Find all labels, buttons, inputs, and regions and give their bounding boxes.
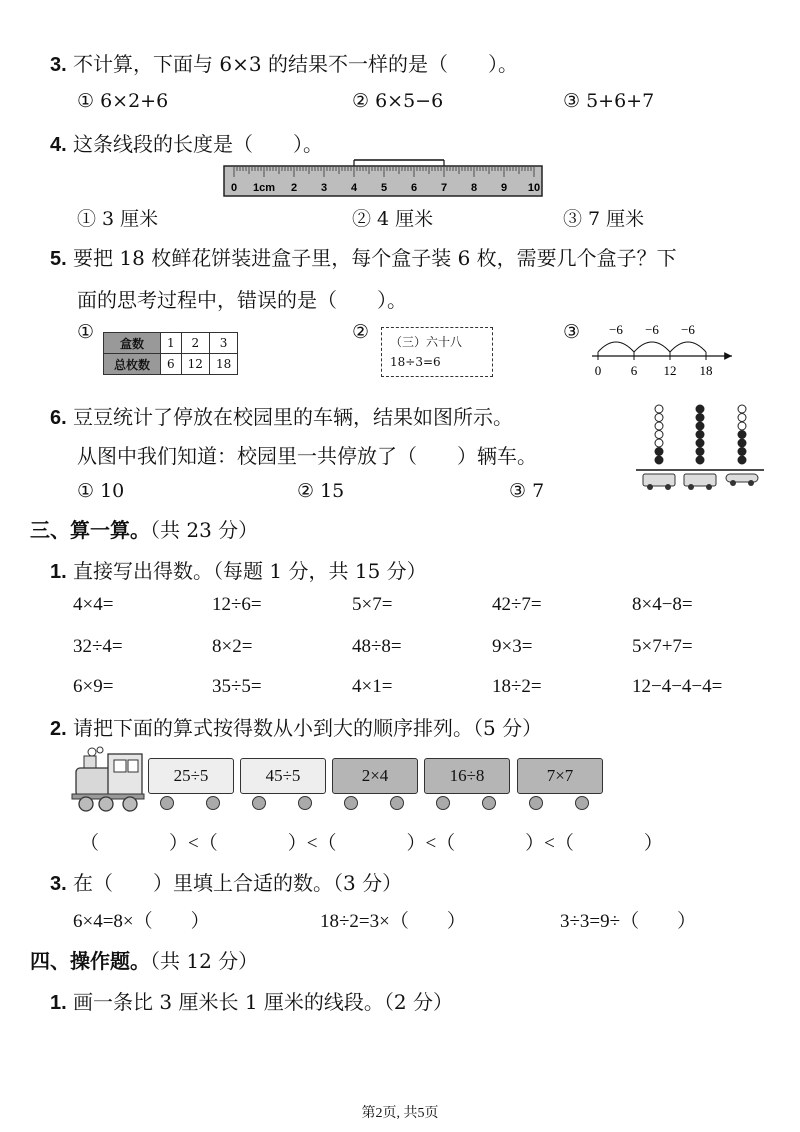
option-2-mark[interactable]: ② [352,321,370,343]
box-count-table [103,332,238,375]
filled-bead [696,405,704,413]
jump-arc [670,342,706,352]
hollow-bead [655,431,663,439]
calc-item[interactable]: 8×4−8= [632,594,693,615]
question-number: 3. [50,54,67,76]
filled-bead [738,448,746,456]
table-header: 总枚数 [104,354,161,375]
option-3[interactable]: ③ 5+6+7 [563,90,655,112]
option-3[interactable]: ③ 7 [509,480,545,502]
filled-bead [655,456,663,464]
ruler-label: 6 [410,182,418,194]
option-1-mark[interactable]: ① [77,321,95,343]
question-text-line1: 豆豆统计了停放在校园里的车辆，结果如图所示。 [73,405,514,429]
question-number: 1. [50,561,67,583]
train-car: 45÷5 [240,758,326,794]
calc-item[interactable]: 12−4−4−4= [632,676,723,697]
question-text: 直接写出得数。（每题 1 分，共 15 分） [73,559,427,583]
option-2[interactable]: ② 15 [297,480,345,502]
question-number: 6. [50,407,67,429]
hollow-bead [738,414,746,422]
table-header: 盒数 [104,333,161,354]
calc-item[interactable]: 18÷2= [492,676,542,697]
ruler-label: 5 [380,182,388,194]
number-line-label: 6 [630,363,638,378]
filled-bead [655,448,663,456]
hollow-bead [738,422,746,430]
calc-item[interactable]: 4×4= [73,594,114,615]
wheel [482,796,496,810]
section-title: 四、操作题。 [30,949,150,973]
filled-bead [696,439,704,447]
number-line-label: 12 [663,363,677,378]
fill-blank-item[interactable]: 6×4=8×（ ） [73,911,210,932]
filled-bead [696,431,704,439]
wheel [206,796,220,810]
filled-bead [738,439,746,447]
calc-item[interactable]: 42÷7= [492,594,542,615]
blank[interactable]: ）<（ [287,833,337,854]
wheel [298,796,312,810]
wheel [436,796,450,810]
jump-arc [634,342,670,352]
part-2 [50,712,542,741]
option-1[interactable]: ① 3 厘米 [77,208,159,230]
filled-bead [696,448,704,456]
section-title: 三、算一算。 [30,518,150,542]
ruler-label: 4 [350,182,358,194]
calc-item[interactable]: 8×2= [212,636,253,657]
question-number: 1. [50,992,67,1014]
multiplication-rhyme-box [381,327,493,377]
table-cell: 2 [181,333,209,354]
option-2[interactable]: ② 6×5−6 [352,90,444,112]
filled-bead [696,414,704,422]
question-text: 这条线段的长度是（ ）。 [73,132,324,156]
question-text-line1: 要把 18 枚鲜花饼装进盒子里，每个盒子装 6 枚，需要几个盒子？下 [73,246,677,270]
ruler-label: 7 [440,182,448,194]
car-icon [726,474,758,486]
question-text: 在（ ）里填上合适的数。（3 分） [73,871,403,895]
question-6 [50,401,513,430]
question-3 [50,48,518,77]
ruler-label: 10 [527,182,541,194]
wheel [529,796,543,810]
section-3-heading [30,514,258,543]
filled-bead [696,422,704,430]
table-cell: 18 [209,354,237,375]
fill-blank-item[interactable]: 18÷2=3×（ ） [320,911,466,932]
train-car: 2×4 [332,758,418,794]
option-1[interactable]: ① 10 [77,480,125,502]
question-text: 不计算，下面与 6×3 的结果不一样的是（ ）。 [73,52,518,76]
hollow-bead [738,405,746,413]
ordering-blanks [80,828,663,855]
jump-label: −6 [609,322,623,337]
calc-item[interactable]: 12÷6= [212,594,262,615]
train-car: 25÷5 [148,758,234,794]
option-3-mark[interactable]: ③ [563,321,581,343]
wheel [160,796,174,810]
wheel [252,796,266,810]
calc-item[interactable]: 9×3= [492,636,533,657]
calc-item[interactable]: 35÷5= [212,676,262,697]
number-line-label: 18 [699,363,713,378]
part-3 [50,867,402,896]
filled-bead [738,431,746,439]
table-cell: 3 [209,333,237,354]
hollow-bead [655,439,663,447]
ruler-label: 9 [500,182,508,194]
question-5 [50,242,677,271]
hollow-bead [655,422,663,430]
section-points: （共 23 分） [150,518,259,542]
table-cell: 6 [161,354,182,375]
jump-arc [598,342,634,352]
van-icon [684,474,716,490]
option-2[interactable]: ② 4 厘米 [352,208,434,230]
blank[interactable]: ）<（ [406,833,456,854]
filled-bead [696,456,704,464]
ruler [222,152,546,200]
rhyme-text: （三）六十八 [390,335,463,349]
wheel [390,796,404,810]
hollow-bead [655,414,663,422]
fill-blank-item[interactable]: 3÷3=9÷（ ） [560,911,697,932]
question-text-line2: 面的思考过程中，错误的是（ ）。 [77,288,407,312]
jump-label: −6 [645,322,659,337]
hollow-bead [655,405,663,413]
train-engine [70,746,150,812]
ruler-label: 1cm [252,182,276,194]
filled-bead [738,456,746,464]
question-text: 请把下面的算式按得数从小到大的顺序排列。（5 分） [73,716,543,740]
ruler-label: 0 [230,182,238,194]
calc-item[interactable]: 5×7+7= [632,636,693,657]
option-3[interactable]: ③ 7 厘米 [563,208,645,230]
question-number: 4. [50,134,67,156]
table-cell: 1 [161,333,182,354]
number-line-label: 0 [594,363,602,378]
part-4 [50,986,453,1015]
ruler-label: 8 [470,182,478,194]
part-1 [50,555,427,584]
ruler-label: 2 [290,182,298,194]
question-text-line2: 从图中我们知道：校园里一共停放了（ ）辆车。 [77,444,537,468]
calc-item[interactable]: 6×9= [73,676,114,697]
calc-item[interactable]: 32÷4= [73,636,123,657]
train-car: 7×7 [517,758,603,794]
jump-label: −6 [681,322,695,337]
bus-icon [643,474,675,490]
calc-item[interactable]: 48÷8= [352,636,402,657]
page-footer: 第2页, 共5页 [361,1106,439,1121]
vehicle-abacus [632,396,768,496]
question-number: 3. [50,873,67,895]
wheel [344,796,358,810]
option-1[interactable]: ① 6×2+6 [77,90,169,112]
blank[interactable]: ）<（ [169,833,218,854]
train-car: 16÷8 [424,758,510,794]
ruler-label: 3 [320,182,328,194]
table-cell: 12 [181,354,209,375]
question-number: 2. [50,718,67,740]
calc-item[interactable]: 4×1= [352,676,393,697]
question-text: 画一条比 3 厘米长 1 厘米的线段。（2 分） [73,990,454,1014]
number-line [588,318,738,380]
blank[interactable]: （ [80,833,100,854]
division-text: 18÷3=6 [390,355,441,369]
question-number: 5. [50,248,67,270]
section-points: （共 12 分） [150,949,259,973]
blank[interactable]: ） [643,833,663,854]
blank[interactable]: ）<（ [525,833,574,854]
wheel [575,796,589,810]
calc-item[interactable]: 5×7= [352,594,393,615]
section-4-heading [30,945,258,974]
